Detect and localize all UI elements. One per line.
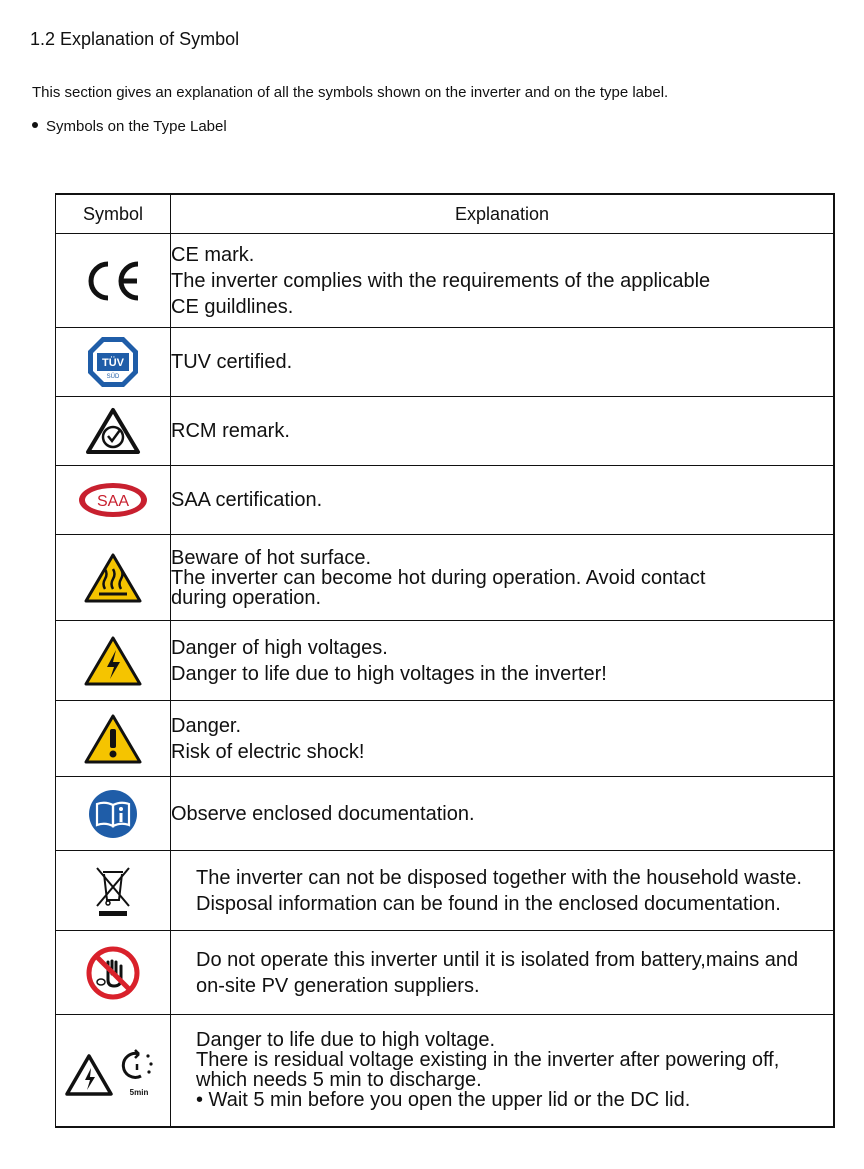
explanation-line: Danger to life due to high voltage. <box>196 1029 496 1052</box>
table-row <box>56 466 835 535</box>
table-row <box>56 328 835 397</box>
explanation-line: Disposal information can be found in the enclosed documentation. <box>196 892 781 915</box>
table-row <box>56 1015 835 1127</box>
explanation-cell <box>171 397 835 466</box>
symbol-cell <box>56 328 171 397</box>
explanation-cell <box>171 328 835 397</box>
ce-mark-icon <box>81 258 145 304</box>
explanation-cell <box>171 931 835 1015</box>
explanation-line: There is residual voltage existing in the inverter after powering off, <box>196 1049 780 1072</box>
symbol-column-header: Symbol <box>56 194 171 234</box>
symbol-cell <box>56 234 171 328</box>
high-voltage-icon <box>83 634 143 688</box>
symbol-cell <box>56 1015 171 1127</box>
warning-icon <box>83 712 143 766</box>
table-row <box>56 777 835 851</box>
explanation-line: Do not operate this inverter until it is isolated from battery,mains and <box>196 948 799 971</box>
explanation-line: RCM remark. <box>171 420 290 442</box>
timer-label: 5min <box>129 1088 149 1098</box>
explanation-cell <box>171 851 835 931</box>
rcm-icon <box>84 406 142 456</box>
explanation-line: Danger to life due to high voltages in the inverter! <box>171 662 607 685</box>
explanation-cell <box>171 535 835 621</box>
explanation-line: Beware of hot surface. <box>171 546 372 569</box>
bullet-item <box>32 118 227 135</box>
tuv-badge-subtext: SÜD <box>106 374 120 380</box>
explanation-line: Observe enclosed documentation. <box>171 802 475 825</box>
saa-icon <box>76 479 150 521</box>
explanation-line: Danger. <box>171 714 242 737</box>
symbol-table <box>55 193 835 1128</box>
explanation-cell <box>171 777 835 851</box>
symbol-cell <box>56 397 171 466</box>
explanation-cell <box>171 234 835 328</box>
symbol-cell <box>56 466 171 535</box>
residual-voltage-5min-icon <box>65 1042 161 1098</box>
explanation-line: SAA certification. <box>171 489 323 511</box>
explanation-line: • Wait 5 min before you open the upper lid or the DC lid. <box>196 1089 691 1112</box>
tuv-badge-text: TÜV <box>102 357 124 369</box>
explanation-line: The inverter complies with the requirements of the applicable <box>171 269 711 292</box>
table-row <box>56 931 835 1015</box>
do-not-operate-icon <box>86 946 140 1000</box>
explanation-cell <box>171 1015 835 1127</box>
table-row <box>56 535 835 621</box>
saa-badge-text: SAA <box>96 493 130 510</box>
table-row <box>56 621 835 701</box>
table-row <box>56 234 835 328</box>
bullet-dot <box>32 122 38 128</box>
explanation-line: Risk of electric shock! <box>171 740 365 763</box>
table-row <box>56 701 835 777</box>
symbol-cell <box>56 851 171 931</box>
documentation-icon <box>87 788 139 840</box>
explanation-line: The inverter can become hot during operation. Avoid contact <box>171 566 706 589</box>
symbol-cell <box>56 777 171 851</box>
explanation-cell <box>171 466 835 535</box>
explanation-column-header: Explanation <box>171 194 835 234</box>
symbol-cell <box>56 701 171 777</box>
table-header-row <box>56 194 835 234</box>
weee-disposal-icon <box>93 864 133 918</box>
intro-text: This section gives an explanation of all the symbols shown on the inverter and on the type label. <box>32 84 669 101</box>
explanation-cell <box>171 621 835 701</box>
symbol-cell <box>56 931 171 1015</box>
explanation-cell <box>171 701 835 777</box>
explanation-line: The inverter can not be disposed together with the household waste. <box>196 866 802 889</box>
explanation-line: TUV certified. <box>171 351 293 373</box>
symbol-cell <box>56 535 171 621</box>
explanation-line: during operation. <box>171 586 322 609</box>
hot-surface-icon <box>83 551 143 605</box>
explanation-line: CE guildlines. <box>171 295 294 318</box>
tuv-certified-icon <box>86 335 140 389</box>
section-heading: 1.2 Explanation of Symbol <box>30 29 240 49</box>
explanation-line: on-site PV generation suppliers. <box>196 974 480 997</box>
bullet-label: Symbols on the Type Label <box>46 118 227 135</box>
explanation-line: which needs 5 min to discharge. <box>196 1069 482 1092</box>
table-row <box>56 851 835 931</box>
symbol-cell <box>56 621 171 701</box>
explanation-line: CE mark. <box>171 243 255 266</box>
table-row <box>56 397 835 466</box>
explanation-line: Danger of high voltages. <box>171 636 388 659</box>
